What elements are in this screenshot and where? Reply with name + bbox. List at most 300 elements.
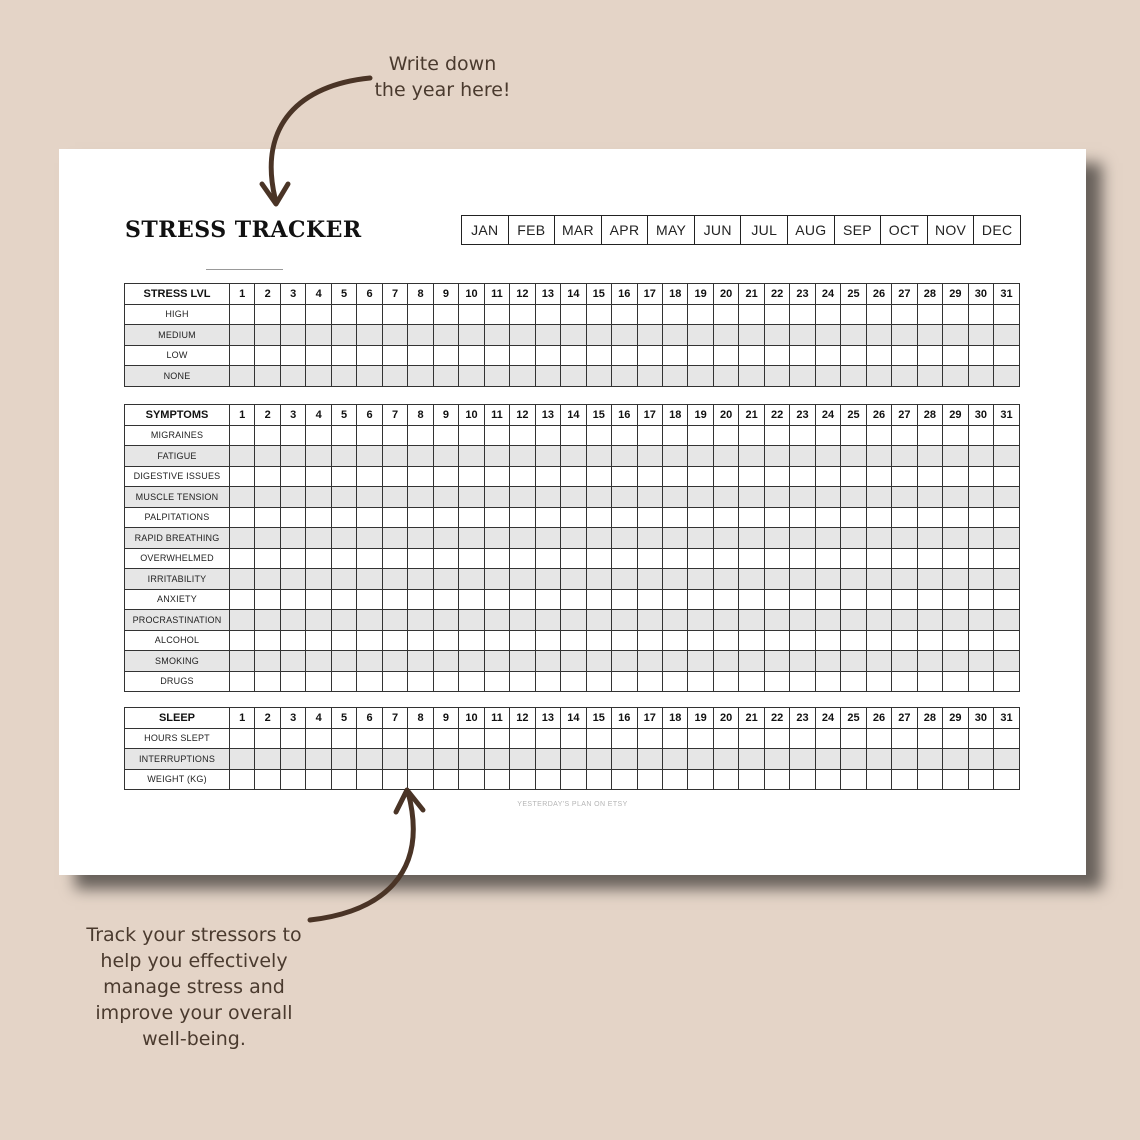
day-cell[interactable] <box>306 466 331 487</box>
day-cell[interactable] <box>943 425 968 446</box>
day-cell[interactable] <box>357 345 382 366</box>
day-cell[interactable] <box>866 507 891 528</box>
day-cell[interactable] <box>510 446 535 467</box>
day-cell[interactable] <box>535 569 560 590</box>
day-cell[interactable] <box>841 569 866 590</box>
day-cell[interactable] <box>943 345 968 366</box>
day-cell[interactable] <box>943 528 968 549</box>
day-cell[interactable] <box>764 425 789 446</box>
day-cell[interactable] <box>535 589 560 610</box>
day-cell[interactable] <box>255 569 280 590</box>
day-cell[interactable] <box>866 610 891 631</box>
day-cell[interactable] <box>841 548 866 569</box>
day-cell[interactable] <box>255 304 280 325</box>
day-cell[interactable] <box>586 569 611 590</box>
day-cell[interactable] <box>815 569 840 590</box>
day-cell[interactable] <box>764 325 789 346</box>
day-cell[interactable] <box>637 528 662 549</box>
day-cell[interactable] <box>382 528 407 549</box>
day-cell[interactable] <box>688 630 713 651</box>
day-cell[interactable] <box>968 728 993 749</box>
day-cell[interactable] <box>459 769 484 790</box>
day-cell[interactable] <box>612 749 637 770</box>
day-cell[interactable] <box>866 446 891 467</box>
day-cell[interactable] <box>306 630 331 651</box>
day-cell[interactable] <box>612 345 637 366</box>
day-cell[interactable] <box>815 630 840 651</box>
day-cell[interactable] <box>408 425 433 446</box>
day-cell[interactable] <box>230 569 255 590</box>
day-cell[interactable] <box>917 548 942 569</box>
day-cell[interactable] <box>357 610 382 631</box>
day-cell[interactable] <box>994 528 1020 549</box>
day-cell[interactable] <box>459 507 484 528</box>
day-cell[interactable] <box>790 366 815 387</box>
day-cell[interactable] <box>917 769 942 790</box>
month-feb[interactable]: FEB <box>508 216 555 244</box>
day-cell[interactable] <box>484 446 509 467</box>
day-cell[interactable] <box>280 425 305 446</box>
day-cell[interactable] <box>815 749 840 770</box>
day-cell[interactable] <box>739 528 764 549</box>
day-cell[interactable] <box>484 651 509 672</box>
day-cell[interactable] <box>892 366 917 387</box>
day-cell[interactable] <box>255 610 280 631</box>
day-cell[interactable] <box>382 366 407 387</box>
day-cell[interactable] <box>408 610 433 631</box>
month-jan[interactable]: JAN <box>471 222 499 238</box>
day-cell[interactable] <box>637 345 662 366</box>
day-cell[interactable] <box>994 425 1020 446</box>
day-cell[interactable] <box>841 589 866 610</box>
day-cell[interactable] <box>408 651 433 672</box>
day-cell[interactable] <box>713 325 738 346</box>
day-cell[interactable] <box>994 769 1020 790</box>
day-cell[interactable] <box>637 446 662 467</box>
day-cell[interactable] <box>866 304 891 325</box>
day-cell[interactable] <box>917 366 942 387</box>
day-cell[interactable] <box>357 671 382 692</box>
day-cell[interactable] <box>612 507 637 528</box>
day-cell[interactable] <box>331 671 356 692</box>
day-cell[interactable] <box>408 325 433 346</box>
day-cell[interactable] <box>637 630 662 651</box>
day-cell[interactable] <box>968 548 993 569</box>
day-cell[interactable] <box>535 671 560 692</box>
day-cell[interactable] <box>331 366 356 387</box>
day-cell[interactable] <box>561 528 586 549</box>
day-cell[interactable] <box>561 651 586 672</box>
day-cell[interactable] <box>484 589 509 610</box>
day-cell[interactable] <box>535 466 560 487</box>
day-cell[interactable] <box>612 610 637 631</box>
day-cell[interactable] <box>331 466 356 487</box>
day-cell[interactable] <box>280 487 305 508</box>
day-cell[interactable] <box>255 425 280 446</box>
day-cell[interactable] <box>230 304 255 325</box>
day-cell[interactable] <box>382 630 407 651</box>
day-cell[interactable] <box>612 630 637 651</box>
day-cell[interactable] <box>230 769 255 790</box>
day-cell[interactable] <box>484 487 509 508</box>
day-cell[interactable] <box>382 610 407 631</box>
day-cell[interactable] <box>306 446 331 467</box>
day-cell[interactable] <box>230 671 255 692</box>
day-cell[interactable] <box>408 507 433 528</box>
day-cell[interactable] <box>510 671 535 692</box>
day-cell[interactable] <box>357 589 382 610</box>
day-cell[interactable] <box>382 345 407 366</box>
day-cell[interactable] <box>586 304 611 325</box>
day-cell[interactable] <box>331 325 356 346</box>
day-cell[interactable] <box>230 749 255 770</box>
day-cell[interactable] <box>382 507 407 528</box>
day-cell[interactable] <box>535 728 560 749</box>
day-cell[interactable] <box>510 769 535 790</box>
day-cell[interactable] <box>662 589 687 610</box>
day-cell[interactable] <box>790 651 815 672</box>
day-cell[interactable] <box>612 366 637 387</box>
day-cell[interactable] <box>688 610 713 631</box>
day-cell[interactable] <box>382 728 407 749</box>
day-cell[interactable] <box>484 466 509 487</box>
day-cell[interactable] <box>866 345 891 366</box>
day-cell[interactable] <box>662 610 687 631</box>
day-cell[interactable] <box>433 507 458 528</box>
day-cell[interactable] <box>688 589 713 610</box>
day-cell[interactable] <box>968 749 993 770</box>
day-cell[interactable] <box>255 466 280 487</box>
day-cell[interactable] <box>433 366 458 387</box>
day-cell[interactable] <box>510 630 535 651</box>
day-cell[interactable] <box>586 507 611 528</box>
day-cell[interactable] <box>561 548 586 569</box>
day-cell[interactable] <box>917 507 942 528</box>
day-cell[interactable] <box>331 610 356 631</box>
day-cell[interactable] <box>535 366 560 387</box>
day-cell[interactable] <box>790 569 815 590</box>
day-cell[interactable] <box>790 528 815 549</box>
day-cell[interactable] <box>739 446 764 467</box>
day-cell[interactable] <box>280 630 305 651</box>
day-cell[interactable] <box>790 507 815 528</box>
day-cell[interactable] <box>306 325 331 346</box>
day-cell[interactable] <box>917 630 942 651</box>
day-cell[interactable] <box>688 466 713 487</box>
day-cell[interactable] <box>433 425 458 446</box>
day-cell[interactable] <box>739 589 764 610</box>
day-cell[interactable] <box>459 671 484 692</box>
day-cell[interactable] <box>739 466 764 487</box>
day-cell[interactable] <box>790 425 815 446</box>
day-cell[interactable] <box>382 548 407 569</box>
day-cell[interactable] <box>739 366 764 387</box>
day-cell[interactable] <box>331 728 356 749</box>
day-cell[interactable] <box>841 749 866 770</box>
day-cell[interactable] <box>688 304 713 325</box>
day-cell[interactable] <box>637 610 662 631</box>
day-cell[interactable] <box>994 548 1020 569</box>
day-cell[interactable] <box>764 671 789 692</box>
day-cell[interactable] <box>561 325 586 346</box>
day-cell[interactable] <box>815 610 840 631</box>
day-cell[interactable] <box>739 425 764 446</box>
day-cell[interactable] <box>637 366 662 387</box>
day-cell[interactable] <box>739 671 764 692</box>
day-cell[interactable] <box>382 325 407 346</box>
day-cell[interactable] <box>459 528 484 549</box>
day-cell[interactable] <box>764 507 789 528</box>
day-cell[interactable] <box>459 487 484 508</box>
day-cell[interactable] <box>382 749 407 770</box>
day-cell[interactable] <box>866 651 891 672</box>
day-cell[interactable] <box>561 366 586 387</box>
day-cell[interactable] <box>612 528 637 549</box>
day-cell[interactable] <box>943 769 968 790</box>
day-cell[interactable] <box>612 304 637 325</box>
day-cell[interactable] <box>357 507 382 528</box>
day-cell[interactable] <box>943 487 968 508</box>
day-cell[interactable] <box>561 446 586 467</box>
day-cell[interactable] <box>433 466 458 487</box>
day-cell[interactable] <box>382 425 407 446</box>
day-cell[interactable] <box>459 651 484 672</box>
month-apr[interactable]: APR <box>601 216 648 244</box>
day-cell[interactable] <box>866 425 891 446</box>
day-cell[interactable] <box>841 769 866 790</box>
day-cell[interactable] <box>662 325 687 346</box>
day-cell[interactable] <box>713 769 738 790</box>
day-cell[interactable] <box>459 366 484 387</box>
day-cell[interactable] <box>815 304 840 325</box>
day-cell[interactable] <box>841 466 866 487</box>
day-cell[interactable] <box>510 548 535 569</box>
day-cell[interactable] <box>484 548 509 569</box>
day-cell[interactable] <box>561 569 586 590</box>
day-cell[interactable] <box>255 651 280 672</box>
day-cell[interactable] <box>815 548 840 569</box>
day-cell[interactable] <box>612 466 637 487</box>
day-cell[interactable] <box>815 487 840 508</box>
day-cell[interactable] <box>739 487 764 508</box>
day-cell[interactable] <box>713 466 738 487</box>
day-cell[interactable] <box>484 425 509 446</box>
day-cell[interactable] <box>662 425 687 446</box>
day-cell[interactable] <box>739 507 764 528</box>
day-cell[interactable] <box>331 769 356 790</box>
day-cell[interactable] <box>943 728 968 749</box>
day-cell[interactable] <box>688 325 713 346</box>
day-cell[interactable] <box>484 345 509 366</box>
month-may[interactable]: MAY <box>647 216 694 244</box>
day-cell[interactable] <box>866 630 891 651</box>
day-cell[interactable] <box>764 728 789 749</box>
day-cell[interactable] <box>306 528 331 549</box>
day-cell[interactable] <box>561 630 586 651</box>
day-cell[interactable] <box>790 630 815 651</box>
day-cell[interactable] <box>586 366 611 387</box>
day-cell[interactable] <box>561 487 586 508</box>
day-cell[interactable] <box>459 325 484 346</box>
day-cell[interactable] <box>331 487 356 508</box>
day-cell[interactable] <box>255 487 280 508</box>
day-cell[interactable] <box>662 548 687 569</box>
day-cell[interactable] <box>968 446 993 467</box>
day-cell[interactable] <box>255 366 280 387</box>
day-cell[interactable] <box>331 651 356 672</box>
day-cell[interactable] <box>815 589 840 610</box>
day-cell[interactable] <box>408 589 433 610</box>
day-cell[interactable] <box>994 749 1020 770</box>
day-cell[interactable] <box>306 728 331 749</box>
month-mar[interactable]: MAR <box>554 216 601 244</box>
day-cell[interactable] <box>255 528 280 549</box>
day-cell[interactable] <box>357 528 382 549</box>
day-cell[interactable] <box>790 589 815 610</box>
day-cell[interactable] <box>892 548 917 569</box>
day-cell[interactable] <box>484 630 509 651</box>
day-cell[interactable] <box>713 425 738 446</box>
day-cell[interactable] <box>892 487 917 508</box>
day-cell[interactable] <box>586 749 611 770</box>
day-cell[interactable] <box>943 304 968 325</box>
day-cell[interactable] <box>230 366 255 387</box>
day-cell[interactable] <box>510 528 535 549</box>
day-cell[interactable] <box>484 304 509 325</box>
day-cell[interactable] <box>662 728 687 749</box>
day-cell[interactable] <box>637 569 662 590</box>
day-cell[interactable] <box>280 651 305 672</box>
day-cell[interactable] <box>968 425 993 446</box>
day-cell[interactable] <box>510 304 535 325</box>
day-cell[interactable] <box>510 589 535 610</box>
day-cell[interactable] <box>637 671 662 692</box>
day-cell[interactable] <box>230 589 255 610</box>
day-cell[interactable] <box>815 671 840 692</box>
day-cell[interactable] <box>408 630 433 651</box>
day-cell[interactable] <box>433 630 458 651</box>
day-cell[interactable] <box>662 651 687 672</box>
month-nov[interactable]: NOV <box>927 216 974 244</box>
day-cell[interactable] <box>815 466 840 487</box>
day-cell[interactable] <box>994 610 1020 631</box>
day-cell[interactable] <box>943 325 968 346</box>
day-cell[interactable] <box>637 651 662 672</box>
day-cell[interactable] <box>968 325 993 346</box>
day-cell[interactable] <box>255 671 280 692</box>
day-cell[interactable] <box>433 671 458 692</box>
day-cell[interactable] <box>230 446 255 467</box>
day-cell[interactable] <box>968 569 993 590</box>
day-cell[interactable] <box>866 589 891 610</box>
day-cell[interactable] <box>688 446 713 467</box>
day-cell[interactable] <box>662 304 687 325</box>
day-cell[interactable] <box>535 487 560 508</box>
day-cell[interactable] <box>561 589 586 610</box>
day-cell[interactable] <box>764 487 789 508</box>
day-cell[interactable] <box>892 589 917 610</box>
day-cell[interactable] <box>280 345 305 366</box>
day-cell[interactable] <box>382 569 407 590</box>
day-cell[interactable] <box>510 569 535 590</box>
day-cell[interactable] <box>994 569 1020 590</box>
day-cell[interactable] <box>357 425 382 446</box>
day-cell[interactable] <box>433 569 458 590</box>
day-cell[interactable] <box>280 728 305 749</box>
day-cell[interactable] <box>535 749 560 770</box>
day-cell[interactable] <box>331 345 356 366</box>
day-cell[interactable] <box>892 769 917 790</box>
day-cell[interactable] <box>280 671 305 692</box>
day-cell[interactable] <box>841 528 866 549</box>
day-cell[interactable] <box>433 651 458 672</box>
day-cell[interactable] <box>943 651 968 672</box>
day-cell[interactable] <box>230 325 255 346</box>
day-cell[interactable] <box>535 425 560 446</box>
day-cell[interactable] <box>943 548 968 569</box>
day-cell[interactable] <box>230 507 255 528</box>
day-cell[interactable] <box>331 630 356 651</box>
day-cell[interactable] <box>866 769 891 790</box>
day-cell[interactable] <box>357 548 382 569</box>
day-cell[interactable] <box>815 728 840 749</box>
day-cell[interactable] <box>433 345 458 366</box>
day-cell[interactable] <box>230 651 255 672</box>
day-cell[interactable] <box>255 769 280 790</box>
day-cell[interactable] <box>230 728 255 749</box>
day-cell[interactable] <box>535 345 560 366</box>
day-cell[interactable] <box>586 487 611 508</box>
day-cell[interactable] <box>892 446 917 467</box>
day-cell[interactable] <box>612 651 637 672</box>
day-cell[interactable] <box>612 325 637 346</box>
year-entry-line[interactable] <box>206 269 283 270</box>
day-cell[interactable] <box>994 507 1020 528</box>
day-cell[interactable] <box>408 345 433 366</box>
day-cell[interactable] <box>637 507 662 528</box>
day-cell[interactable] <box>739 548 764 569</box>
day-cell[interactable] <box>943 671 968 692</box>
day-cell[interactable] <box>713 728 738 749</box>
day-cell[interactable] <box>892 728 917 749</box>
day-cell[interactable] <box>382 589 407 610</box>
day-cell[interactable] <box>790 345 815 366</box>
day-cell[interactable] <box>280 466 305 487</box>
day-cell[interactable] <box>713 487 738 508</box>
day-cell[interactable] <box>866 528 891 549</box>
day-cell[interactable] <box>968 589 993 610</box>
day-cell[interactable] <box>586 345 611 366</box>
day-cell[interactable] <box>230 487 255 508</box>
day-cell[interactable] <box>586 466 611 487</box>
day-cell[interactable] <box>841 630 866 651</box>
day-cell[interactable] <box>841 728 866 749</box>
day-cell[interactable] <box>510 487 535 508</box>
day-cell[interactable] <box>739 304 764 325</box>
day-cell[interactable] <box>688 528 713 549</box>
day-cell[interactable] <box>535 630 560 651</box>
day-cell[interactable] <box>561 671 586 692</box>
day-cell[interactable] <box>662 528 687 549</box>
day-cell[interactable] <box>408 769 433 790</box>
day-cell[interactable] <box>306 487 331 508</box>
day-cell[interactable] <box>764 749 789 770</box>
day-cell[interactable] <box>459 589 484 610</box>
day-cell[interactable] <box>994 651 1020 672</box>
day-cell[interactable] <box>739 610 764 631</box>
day-cell[interactable] <box>255 728 280 749</box>
day-cell[interactable] <box>306 425 331 446</box>
